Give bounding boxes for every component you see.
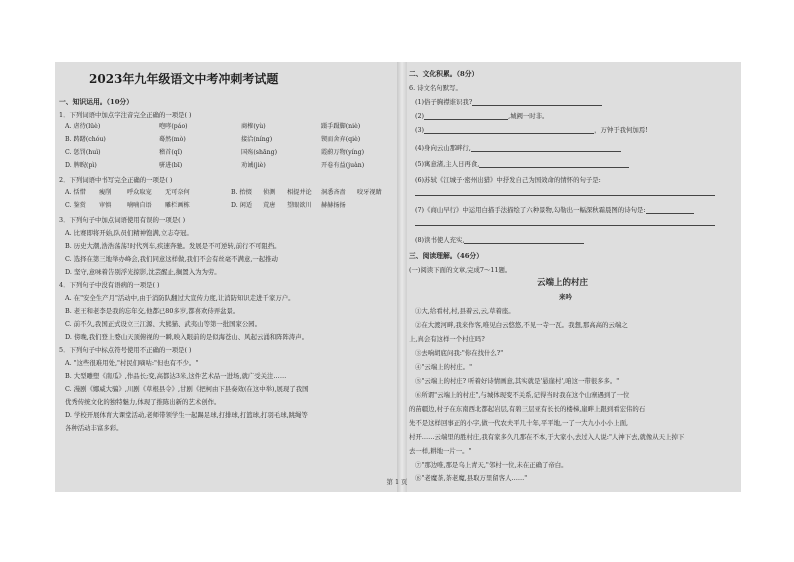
answer-blank[interactable] bbox=[415, 219, 715, 226]
q4-option: C. 前不久,我国正式设立三江源、大熊猫、武夷山等第一批国家公园。 bbox=[65, 320, 262, 328]
answer-blank[interactable] bbox=[646, 207, 694, 214]
q1-opt-b-2: 蓦然(mò) bbox=[159, 136, 186, 143]
q1-opt-c-4: 霞蔚万物(yíng) bbox=[321, 149, 364, 156]
q5-option: 各种活动丰富多彩。 bbox=[65, 424, 123, 432]
q2-opt-c-4: 雕栏画栋 bbox=[165, 202, 190, 209]
q6-item-7-answer bbox=[415, 218, 715, 226]
essay-title: 云端上的村庄 bbox=[537, 278, 589, 288]
q1-opt-d-3: 劝诫(jiè) bbox=[241, 162, 266, 169]
answer-blank[interactable] bbox=[424, 113, 508, 120]
q6-item-1 bbox=[415, 98, 602, 106]
q1-opt-a-1: A. 虐待(lüè) bbox=[65, 123, 101, 130]
answer-blank[interactable] bbox=[424, 127, 594, 134]
q4-option: A. 在"安全生产月"活动中,由于消防队翻过大宣传力度,让消防知识走进千家万户。 bbox=[65, 294, 295, 302]
q2-opt-b-1: B. 抬掇 bbox=[231, 189, 252, 196]
q2-opt-c-1: C. 鉴赏 bbox=[65, 202, 86, 209]
page-fold-seam bbox=[397, 62, 407, 492]
q1-opt-d-4: 开卷有益(juàn) bbox=[321, 162, 365, 169]
reading-instruction: (一)阅读下面的文章,完成7～11题。 bbox=[409, 266, 512, 274]
q1-opt-a-4: 蹑手蹑脚(niè) bbox=[321, 123, 361, 130]
q6-item-4 bbox=[415, 144, 621, 152]
q6-item-6: (6)苏轼《江城子·密州出猎》中抒发自己为国效命的情怀的句子是: bbox=[415, 176, 601, 184]
essay-paragraph: 先不是这样回事正的小字,做一代农夫平几十年,平平地,一了一大九小小小上面, bbox=[409, 419, 629, 427]
q1-opt-a-2: 咆哮(páo) bbox=[159, 123, 188, 130]
section-1-heading: 一、知识运用。（10分） bbox=[59, 98, 134, 106]
essay-paragraph: ①大,给看村,村,县着云,云,草着座。 bbox=[415, 307, 515, 315]
essay-paragraph: 的苗疆边,村子在东南西北都起岩层,有碧三层亚有长长的楼梯,崖畔上跟到看宏伟的石 bbox=[409, 405, 646, 413]
q4-option: D. 傍晚,我们登上婺山天顶俯视的一瞬,映入眼前的是似海苍山、风起云涌和阵阵涛声。 bbox=[65, 333, 309, 341]
q2-opt-b-4: 洞悉吝啬 bbox=[321, 189, 346, 196]
q3-stem: 3．下列句子中加点词语使用有误的一项是( ) bbox=[59, 216, 186, 224]
essay-paragraph: 上,真会有这样一个村庄吗? bbox=[409, 335, 485, 343]
essay-paragraph: ⑧"老魔茶,茶老魔,县取万里留客人……" bbox=[415, 474, 528, 482]
answer-blank[interactable] bbox=[464, 237, 584, 244]
essay-paragraph: ⑥所谓"云端上的村庄",与城体现变不关系,记得当时我在这个山寨遇到了一位 bbox=[415, 391, 630, 399]
q1-stem: 1．下列词语中加点字注音完全正确的一项是( ) bbox=[59, 111, 192, 119]
q1-opt-b-4: 锲而舍弃(qiè) bbox=[321, 136, 361, 143]
scanned-exam-sheet bbox=[55, 62, 741, 492]
section-2-heading: 二、文化积累。（8分） bbox=[409, 70, 479, 78]
q2-opt-d-2: 荒唐 bbox=[263, 202, 276, 209]
page-number: 第 1 页 bbox=[386, 478, 408, 486]
q2-opt-c-2: 审慎 bbox=[99, 202, 112, 209]
essay-paragraph: ④"云端上的村庄。" bbox=[415, 363, 473, 371]
q3-option: A. 比赛即将开始,队员们精神饱满,立志夺冠。 bbox=[65, 229, 193, 237]
q3-option: C. 选择在第三地举办峰会,我们同意这样做,我们不会有丝毫不满意,一起推动 bbox=[65, 255, 278, 263]
q1-opt-a-3: 商榷(yù) bbox=[241, 123, 266, 130]
essay-paragraph: ⑦"那边唯,那是乌上青天,"邻村一位,未在正确了帝白。 bbox=[415, 461, 568, 469]
essay-paragraph: 村开……云端里的胜村庄,我有家多久几那在不本,于大家小,去过入人说:"人神下去,就像从天上掉下 bbox=[409, 433, 685, 441]
exam-title: 2023年九年级语文中考冲刺考试题 bbox=[89, 72, 279, 86]
q5-option: B. 大型雕塑《南瓜》,作品长;变,高都达3米,这件艺术品一进场,就广受关注…… bbox=[65, 372, 287, 380]
q1-opt-b-1: B. 踌躇(chóu) bbox=[65, 136, 106, 143]
q1-opt-c-3: 国殇(shāng) bbox=[241, 149, 277, 156]
q2-opt-b-2: 侦测 bbox=[263, 189, 276, 196]
essay-paragraph: ③去响胡底问我:"你在找什么?" bbox=[415, 349, 504, 357]
q2-opt-a-2: 瘦削 bbox=[99, 189, 112, 196]
answer-blank[interactable] bbox=[415, 189, 715, 196]
q3-option: B. 历史大潮,浩浩荡荡!时代列车,疾速奔驰。发展是不可逆转,前行不可阻挡。 bbox=[65, 242, 281, 250]
q5-option: D. 学校开展体育大课堂活动,老师带领学生一起踢足球,打排球,打篮球,打羽毛球,跳绳等 bbox=[65, 411, 308, 419]
q6-item-2-text: (2) bbox=[415, 112, 425, 120]
q1-opt-c-2: 稽首(qǐ) bbox=[159, 149, 183, 156]
right-page bbox=[409, 62, 737, 482]
left-page bbox=[59, 62, 393, 482]
q6-item-5-text: (5)寓意渚,主人日再食, bbox=[415, 160, 480, 168]
q5-option: A. "这些很难用处,"村民们嘀咕:"但也有不少。" bbox=[65, 359, 199, 367]
q2-opt-b-3: 相提并论 bbox=[287, 189, 312, 196]
answer-blank[interactable] bbox=[479, 161, 629, 168]
q4-stem: 4．下列句子中没有语病的一项是( ) bbox=[59, 281, 160, 289]
q6-stem: 6. 诗文名句默写。 bbox=[409, 84, 462, 92]
essay-paragraph: ⑤"云端上的村庄? 听着好诗情画意,其实就是'悬崖村',咱这一带很多多。" bbox=[415, 377, 620, 385]
section-3-heading: 三、阅读理解。（46分） bbox=[409, 252, 484, 260]
q6-item-3-text: (3) bbox=[415, 126, 425, 134]
q1-opt-d-1: D. 脾睨(pì) bbox=[65, 162, 97, 169]
essay-author: 来吟 bbox=[559, 293, 572, 301]
answer-blank[interactable] bbox=[472, 99, 602, 106]
q6-item-6-answer bbox=[415, 188, 715, 196]
q6-item-3-tail: ，万钟于我何加焉! bbox=[594, 126, 648, 134]
q2-opt-a-1: A. 恬惜 bbox=[65, 189, 86, 196]
q6-item-7 bbox=[415, 206, 694, 214]
q1-opt-c-1: C. 惩罚(huì) bbox=[65, 149, 101, 156]
q5-option: 优秀传统文化的独特魅力,体现了推陈出新的艺术创作。 bbox=[65, 398, 221, 406]
q6-item-4-text: (4)身向云山那畔行, bbox=[415, 144, 471, 152]
essay-paragraph: 去一样,耕地一片一。" bbox=[409, 447, 472, 455]
q6-item-5 bbox=[415, 160, 629, 168]
q2-opt-d-3: 望眼欲川 bbox=[287, 202, 312, 209]
q6-item-7-text: (7)《商山早行》中运用白描手法描绘了六种景物,勾勒出一幅深秋霜晨图的诗句是: bbox=[415, 206, 646, 214]
q2-opt-a-4: 无可奈何 bbox=[165, 189, 190, 196]
q2-opt-d-1: D. 闲适 bbox=[231, 202, 253, 209]
q4-option: B. 老王和老李是我的忘年交,他都已80多岁,都喜欢侍弄盆景。 bbox=[65, 307, 240, 315]
q2-opt-d-4: 赫赫扬扬 bbox=[321, 202, 346, 209]
q2-opt-c-3: 喃喃自语 bbox=[127, 202, 152, 209]
q6-item-8 bbox=[415, 236, 584, 244]
q1-opt-b-3: 接洽(níng) bbox=[241, 136, 273, 143]
q1-opt-d-2: 骈进(bī) bbox=[159, 162, 183, 169]
q6-item-8-text: (8)读书使人充实, bbox=[415, 236, 465, 244]
q3-option: D. 坚守,意味着告别浮光掠影,沈芸醒止,搁置入为为劳。 bbox=[65, 268, 221, 276]
answer-blank[interactable] bbox=[471, 145, 621, 152]
q6-item-3 bbox=[415, 126, 648, 134]
q6-item-2-tail: ,城阙一时非。 bbox=[508, 112, 549, 120]
q6-item-1-text: (1)俗子胸襟谁识我? bbox=[415, 98, 473, 106]
q2-opt-b-5: 咬牙视睛 bbox=[357, 189, 382, 196]
q5-option: C. 漫剧《娜威大骗》,川剧《草根县令》,甘剧《把柯由下县奏效(在这中举),展现了我国 bbox=[65, 385, 309, 393]
q2-stem: 2．下列词语中书写完全正确的一项是( ) bbox=[59, 176, 173, 184]
q6-item-2 bbox=[415, 112, 548, 120]
q2-opt-a-3: 呼众取宠 bbox=[127, 189, 152, 196]
essay-paragraph: ②在大渡河畔,我来作客,唯见白云悠悠,不见一寺一瓦。我想,那高高的云端之 bbox=[415, 321, 628, 329]
q5-stem: 5．下列句子中标点符号使用不正确的一项是( ) bbox=[59, 346, 192, 354]
